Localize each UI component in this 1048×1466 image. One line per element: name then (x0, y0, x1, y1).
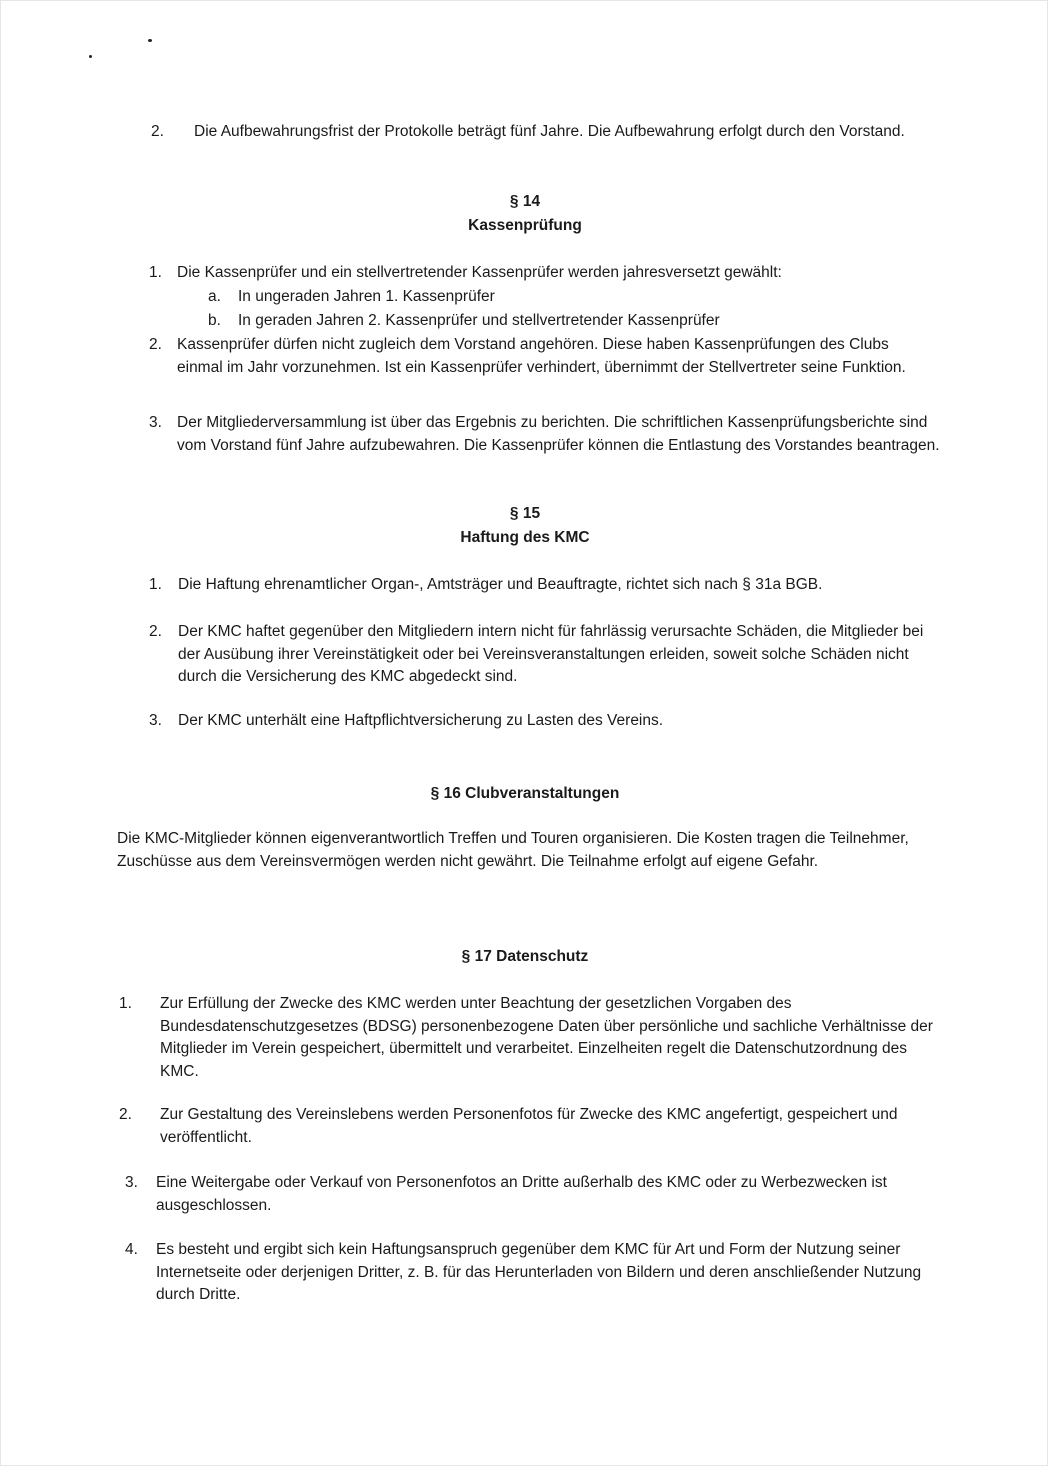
list-item (119, 1104, 949, 1150)
sub-list-item-letter: a. (208, 288, 221, 305)
list-item-number: 1. (149, 264, 162, 281)
list-item-text: Die Kassenprüfer und ein stellvertretender Kassenprüfer werden jahresversetzt gewählt: (177, 264, 782, 281)
list-item-text: Eine Weitergabe oder Verkauf von Personenfotos an Dritte außerhalb des KMC oder zu Werbezwecken ist ausgeschlossen. (156, 1174, 887, 1214)
list-item-number: 4. (125, 1241, 138, 1258)
list-item (149, 262, 949, 286)
list-item-number: 2. (119, 1106, 132, 1123)
sub-list-item (208, 286, 908, 310)
list-item-text: Der KMC haftet gegenüber den Mitgliedern intern nicht für fahrlässig verursachte Schäden, die Mitglieder bei der Ausübung ihrer Vereinstätigkeit oder bei Vereinsveranstaltungen erleiden, soweit solche Schäden nicht durch die Versicherung des KMC abgedeckt sind. (178, 623, 924, 685)
section-title: Kassenprüfung (468, 217, 582, 234)
list-item (151, 121, 941, 167)
list-item-text: Der Mitgliederversammlung ist über das Ergebnis zu berichten. Die schriftlichen Kassenprüfungsberichte sind vom Vorstand fünf Jahre aufzubewahren. Die Kassenprüfer können die Entlastung des Vorstandes beantragen. (177, 414, 940, 454)
list-item (149, 334, 949, 402)
list-item-text: Zur Erfüllung der Zwecke des KMC werden unter Beachtung der gesetzlichen Vorgaben des Bundesdatenschutzgesetzes (BDSG) personenbezogene Daten über persönliche und sachliche Verhältnisse der Mitglieder im Verein gespeichert, übermittelt und verarbeitet. Einzelheiten regelt die Datenschutzordnung des KMC. (160, 995, 933, 1080)
sub-list-item-text: In ungeraden Jahren 1. Kassenprüfer (238, 288, 495, 305)
list-item-text: Die Aufbewahrungsfrist der Protokolle beträgt fünf Jahre. Die Aufbewahrung erfolgt durch den Vorstand. (194, 123, 905, 140)
list-item-number: 2. (151, 123, 164, 140)
list-item (149, 621, 949, 689)
list-item (149, 412, 949, 480)
list-item-text: Der KMC unterhält eine Haftpflichtversicherung zu Lasten des Vereins. (178, 712, 664, 729)
list-item-number: 3. (125, 1174, 138, 1191)
section-number: § 14 (509, 193, 541, 210)
list-item (125, 1172, 949, 1218)
list-item-text: Zur Gestaltung des Vereinslebens werden Personenfotos für Zwecke des KMC angefertigt, gespeichert und veröffentlicht. (160, 1106, 898, 1146)
sub-list-item-letter: b. (208, 312, 221, 329)
scan-speck (148, 39, 152, 42)
list-item-number: 3. (149, 414, 162, 431)
sub-list-item-text: In geraden Jahren 2. Kassenprüfer und stellvertretender Kassenprüfer (238, 312, 720, 329)
sub-list-item (208, 310, 908, 334)
list-item-text: Die Haftung ehrenamtlicher Organ-, Amtsträger und Beauftragte, richtet sich nach § 31a BGB. (178, 576, 823, 593)
list-item-number: 1. (119, 995, 132, 1012)
list-item (149, 574, 949, 598)
list-item (125, 1239, 949, 1309)
section-number: § 15 (509, 505, 541, 522)
list-item-number: 2. (149, 336, 162, 353)
section-title: Haftung des KMC (460, 529, 590, 546)
list-item-number: 2. (149, 623, 162, 640)
list-item-number: 1. (149, 576, 162, 593)
list-item-number: 3. (149, 712, 162, 729)
section-paragraph: Die KMC-Mitglieder können eigenverantwortlich Treffen und Touren organisieren. Die Kosten tragen die Teilnehmer, Zuschüsse aus dem Vereinsvermögen werden nicht gewährt. Die Teilnahme erfolgt auf eigene Gefahr. (117, 830, 909, 870)
list-item (149, 710, 949, 734)
list-item-text: Kassenprüfer dürfen nicht zugleich dem Vorstand angehören. Diese haben Kassenprüfungen des Clubs einmal im Jahr vorzunehmen. Ist ein Kassenprüfer verhindert, übernimmt der Stellvertreter seine Funktion. (177, 336, 906, 376)
list-item-text: Es besteht und ergibt sich kein Haftungsanspruch gegenüber dem KMC für Art und Form der Nutzung seiner Internetseite oder derjenigen Dritter, z. B. für das Herunterladen von Bildern und deren anschließender Nutzung durch Dritte. (156, 1241, 922, 1303)
section-heading: § 17 Datenschutz (461, 948, 589, 965)
section-heading: § 16 Clubveranstaltungen (430, 785, 620, 802)
scan-speck (89, 55, 92, 58)
list-item (119, 993, 949, 1085)
